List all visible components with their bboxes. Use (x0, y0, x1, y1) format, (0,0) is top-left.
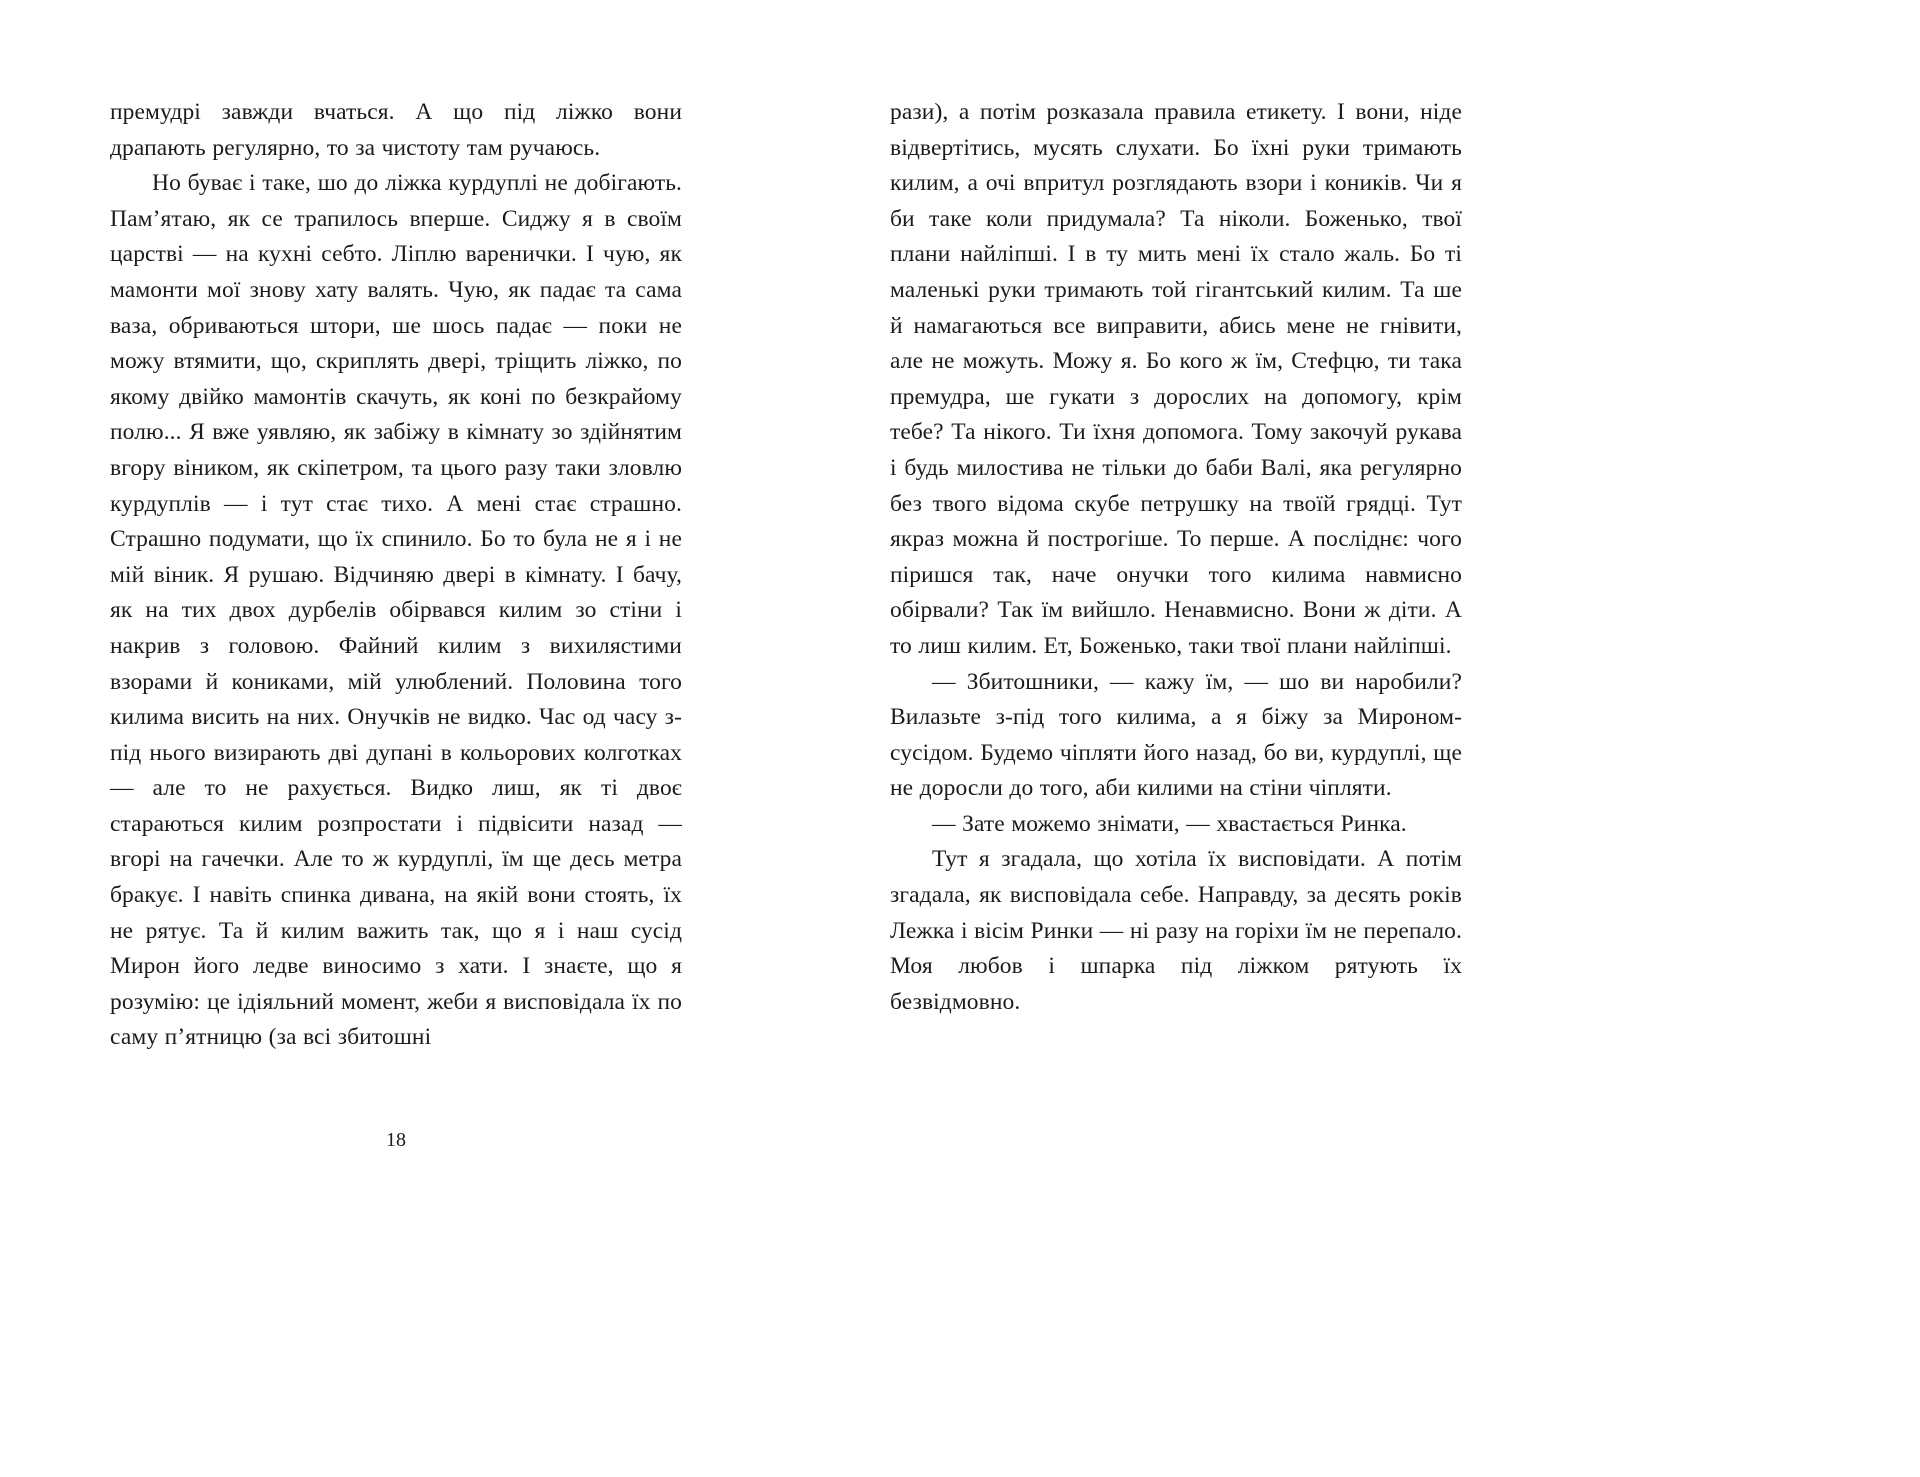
left-page-text (110, 95, 682, 1056)
paragraph-dialogue: — Зате можемо знімати, — хвастається Ринка. (932, 810, 1407, 837)
paragraph-continuation: рази), а потім розказала правила етикету. І вони, ніде відвертітись, мусять слухати. Бо їхні руки тримають килим, а очі впритул розглядають взори і коників. Чи я би таке коли придумала? Та ніколи. Боженько, твої плани найліпші. І в ту мить мені їх стало жаль. Бо ті маленькі руки тримають той гігантський килим. Та ше й намагаються все виправити, абись мене не гнівити, але не можуть. Можу я. Бо кого ж їм, Стефцю, ти така премудра, ше гукати з дорослих на допомогу, крім тебе? Та нікого. Ти їхня допомога. Тому закочуй рукава і будь милостива не тільки до баби Валі, яка регулярно без твого відома скубе петрушку на твоїй грядці. Тут якраз можна й построгіше. То перше. А посліднє: чого піришся так, наче онучки того килима навмисно обірвали? Так їм вийшло. Ненавмисно. Вони ж діти. А то лиш килим. Ет, Боженько, таки твої плани найліпші. (890, 99, 1462, 659)
paragraph-dialogue: — Збитошники, — кажу їм, — шо ви наробили? Вилазьте з-під того килима, а я біжу за Мироном-сусідом. Будемо чіпляти його назад, бо ви, курдуплі, ще не доросли до того, аби килими на стіни чіпляти. (890, 668, 1462, 802)
paragraph-continuation: премудрі завжди вчаться. А що під ліжко вони драпають регулярно, то за чистоту там ручаюсь. (110, 99, 682, 161)
paragraph: Но буває і таке, шо до ліжка курдуплі не добігають. Пам’ятаю, як се трапилось вперше. Сиджу я в своїм царстві — на кухні себто. Ліплю варенички. І чую, як мамонти мої знову хату валять. Чую, як падає та сама ваза, обриваються штори, ше шось падає — поки не можу втямити, що, скриплять двері, тріщить ліжко, по якому двійко мамонтів скачуть, як коні по безкрайому полю... Я вже уявляю, як забіжу в кімнату зо здійнятим вгору віником, як скіпетром, та цього разу таки зловлю курдуплів — і тут стає тихо. А мені стає страшно. Страшно подумати, що їх спинило. Бо то була не я і не мій віник. Я рушаю. Відчиняю двері в кімнату. І бачу, як на тих двох дурбелів обірвався килим зо стіни і накрив з головою. Файний килим з вихилястими взорами й кониками, мій улюблений. Половина того килима висить на них. Онучків не видко. Час од часу з-під нього визирають дві дупані в кольорових колготках — але то не рахується. Видко лиш, як ті двоє стараються килим розпростати і підвісити назад — вгорі на гачечки. Але то ж курдуплі, їм ще десь метра бракує. І навіть спинка дивана, на якій вони стоять, їх не рятує. Та й килим важить так, що я і наш сусід Мирон його ледве виносимо з хати. І знаєте, що я розумію: це ідіяльний момент, жеби я висповідала їх по саму п’ятницю (за всі збитошні (110, 170, 682, 1051)
page-number: 18 (386, 1129, 406, 1151)
right-page-text (890, 95, 1462, 1020)
paragraph: Тут я згадала, що хотіла їх висповідати. А потім згадала, як висповідала себе. Направду, за десять років Лежка і вісім Ринки — ні разу на горіхи їм не перепало. Моя любов і шпарка під ліжком рятують їх безвідмовно. (890, 846, 1462, 1015)
